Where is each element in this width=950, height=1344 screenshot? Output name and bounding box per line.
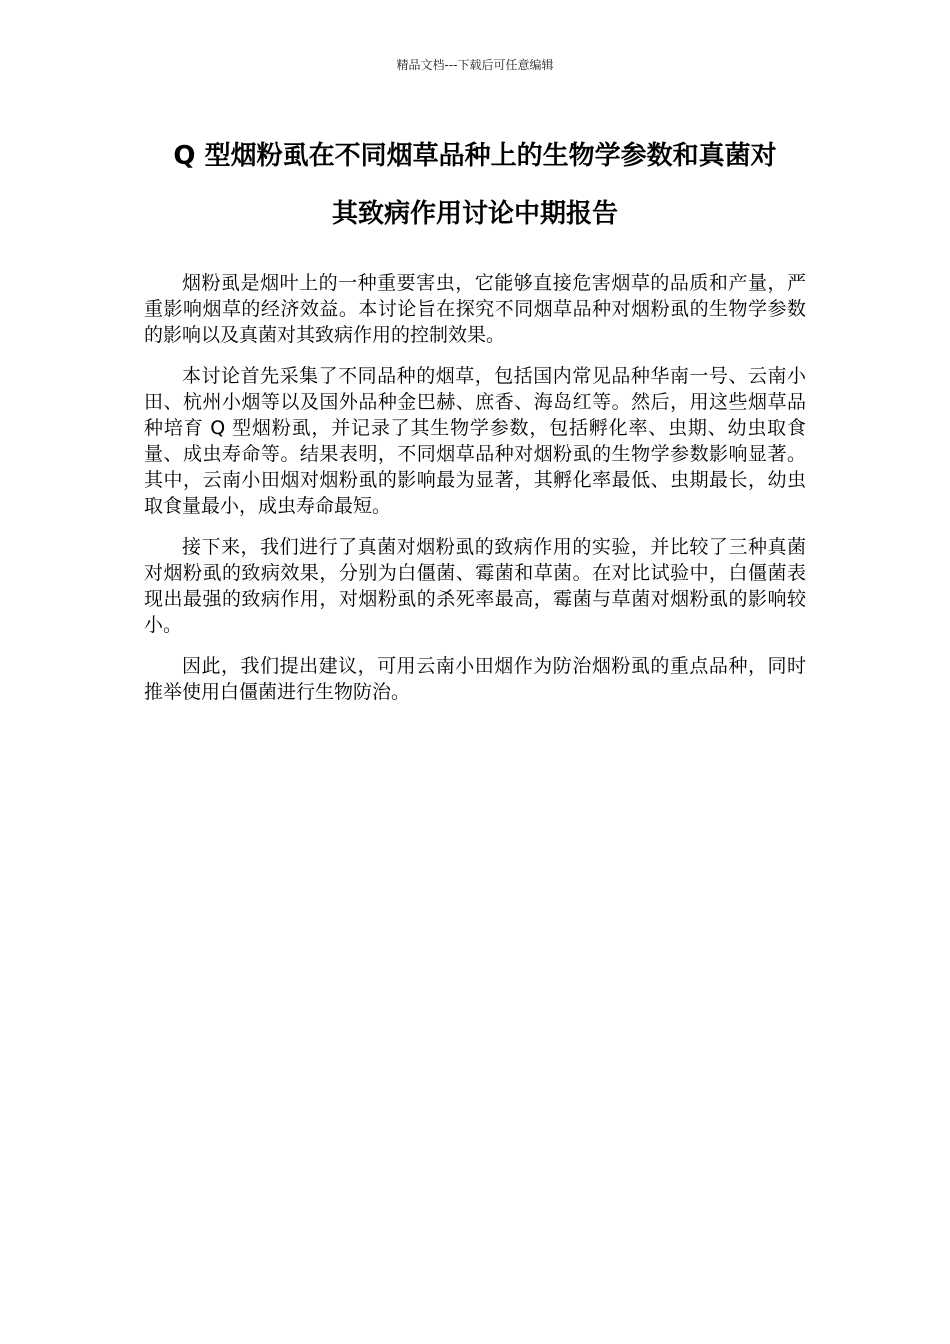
paragraph-fungi: 接下来，我们进行了真菌对烟粉虱的致病作用的实验，并比较了三种真菌对烟粉虱的致病效果，分别为白僵菌、霉菌和草菌。在对比试验中，白僵菌表现出最强的致病作用，对烟粉虱的杀死率最高，霉菌与草菌对烟粉虱的影响较小。 <box>144 536 806 636</box>
paragraph-intro: 烟粉虱是烟叶上的一种重要害虫，它能够直接危害烟草的品质和产量，严重影响烟草的经济效益。本讨论旨在探究不同烟草品种对烟粉虱的生物学参数的影响以及真菌对其致病作用的控制效果。 <box>144 272 806 346</box>
document-body <box>144 270 806 720</box>
paragraph-varieties: 本讨论首先采集了不同品种的烟草，包括国内常见品种华南一号、云南小田、杭州小烟等以及国外品种金巴赫、庶香、海岛红等。然后，用这些烟草品种培育 Q 型烟粉虱，并记录了其生物学参数，包括孵化率、虫期、幼虫取食量、成虫寿命等。结果表明，不同烟草品种对烟粉虱的生物学参数影响显著。其中，云南小田烟对烟粉虱的影响最为显著，其孵化率最低、虫期最长，幼虫取食量最小，成虫寿命最短。 <box>144 365 806 517</box>
header-note: 精品文档---下载后可任意编辑 <box>396 58 554 72</box>
title-line-2: 其致病作用讨论中期报告 <box>331 199 618 229</box>
title-line-1: Q 型烟粉虱在不同烟草品种上的生物学参数和真菌对 <box>173 141 777 171</box>
document-title <box>130 134 820 236</box>
paragraph-conclusion: 因此，我们提出建议，可用云南小田烟作为防治烟粉虱的重点品种，同时推举使用白僵菌进行生物防治。 <box>144 655 806 703</box>
